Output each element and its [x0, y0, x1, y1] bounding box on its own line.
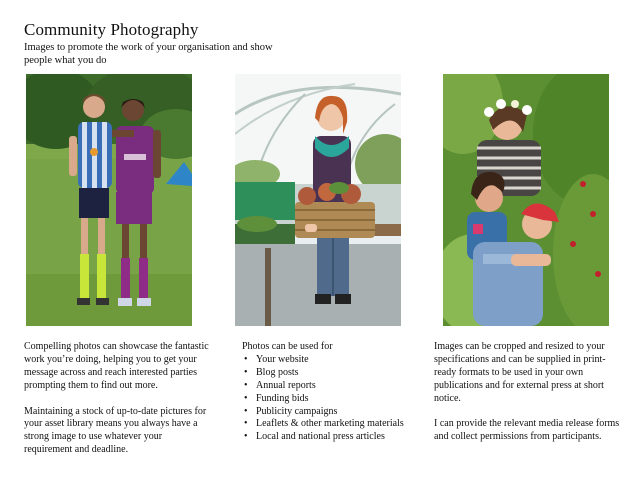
column-3-text [434, 341, 624, 457]
uses-intro: Photos can be used for [242, 341, 333, 352]
page-title: Community Photography [24, 20, 199, 39]
list-item: • Funding bids [242, 393, 417, 406]
list-item: • Annual reports [242, 380, 417, 393]
list-item: • Publicity campaigns [242, 406, 417, 419]
page-subtitle: Images to promote the work of your organisation and show people what you do [24, 42, 273, 66]
column-2-text [242, 341, 417, 444]
photo-kids-berry-picking [443, 74, 609, 326]
list-item: • Your website [242, 354, 417, 367]
photo-football-girls [26, 74, 192, 326]
column-3-paragraph: I can provide the relevant media release forms and collect permissions from participants. [434, 418, 620, 443]
column-1-text [24, 341, 210, 470]
column-1-paragraph: Maintaining a stock of up-to-date pictures for your asset library means you always have a strong image to use whatever your requirement and deadline. [24, 405, 207, 456]
photo-greenhouse-woman [235, 74, 401, 326]
list-item: • Leaflets & other marketing materials [242, 418, 417, 431]
list-item: • Blog posts [242, 367, 417, 380]
column-1-paragraph: Compelling photos can showcase the fantastic work you’re doing, helping you to get your message across and reach interested parties prompting them to find out more. [24, 341, 209, 391]
column-3-paragraph: Images can be cropped and resized to your specifications and can be supplied in print-ready formats to be used in your own publications and for external press at short notice. [434, 341, 606, 404]
uses-list [242, 354, 417, 444]
list-item: • Local and national press articles [242, 431, 417, 444]
